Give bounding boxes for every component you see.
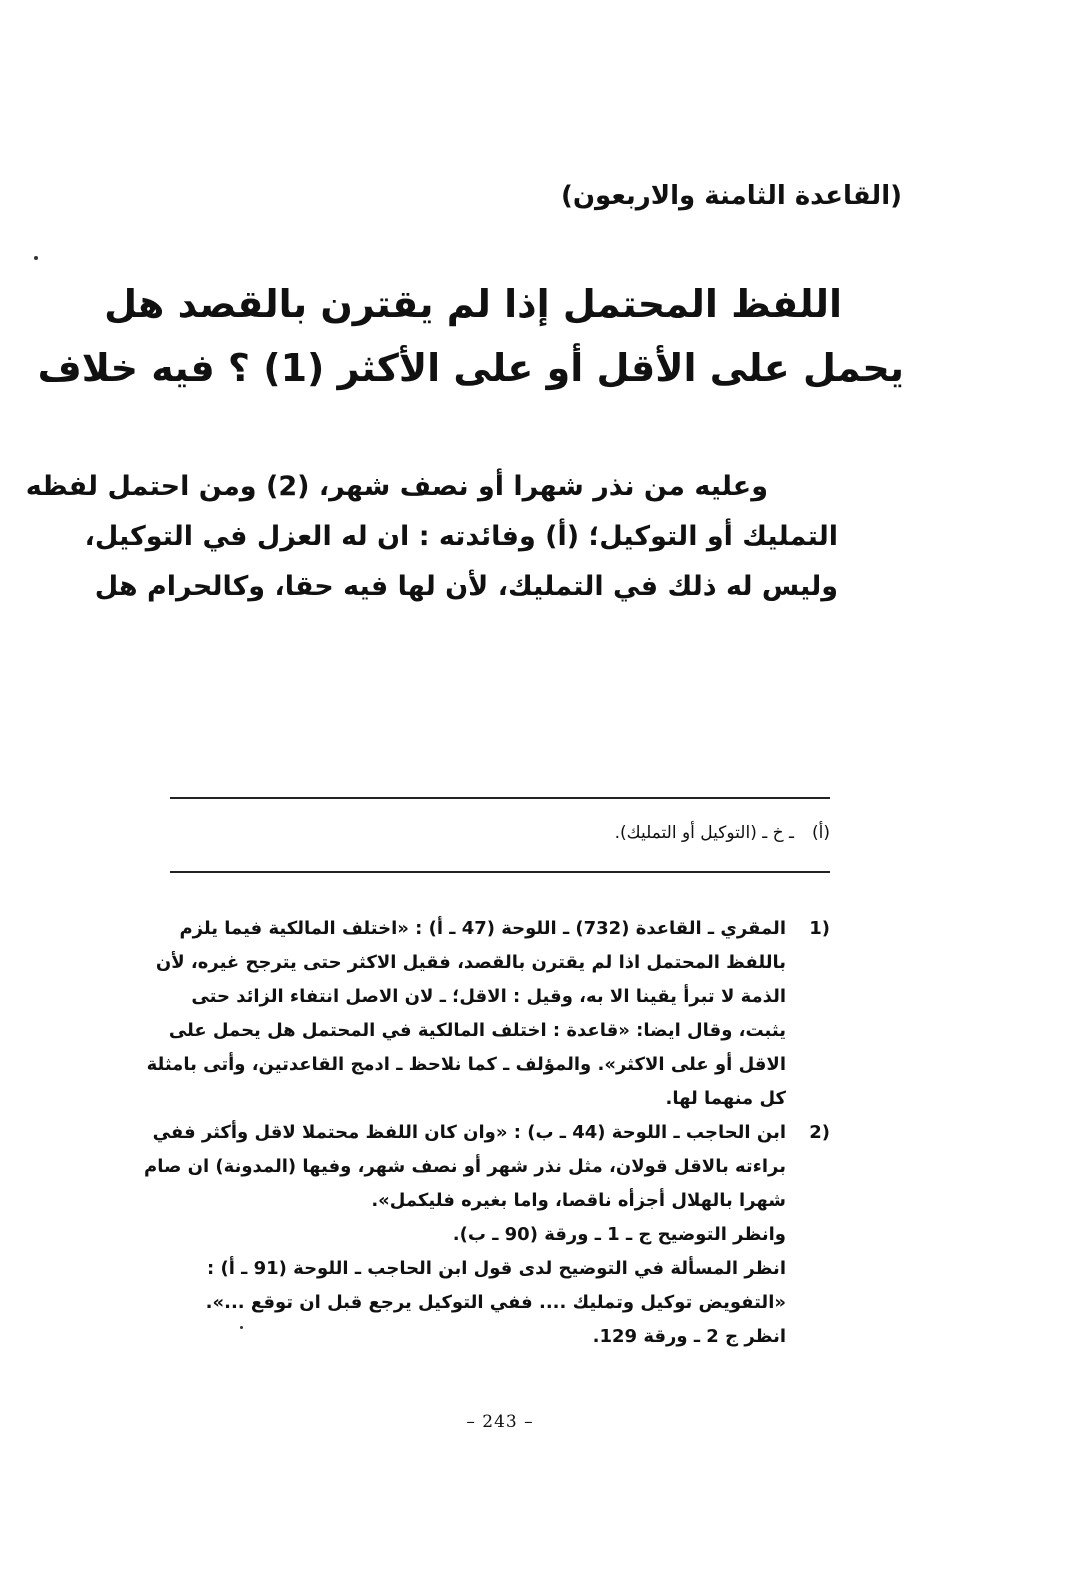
footnote-line: وانظر التوضيح ج ـ 1 ـ ورقة (90 ـ ب).: [452, 1224, 786, 1245]
footnote-line: الذمة لا تبرأ يقينا الا به، وقيل : الاقل؛ ـ لان الاصل انتفاء الزائد حتى: [191, 986, 786, 1007]
page-number: – 243 –: [466, 1412, 534, 1432]
footnote-line: المقري ـ القاعدة (732) ـ اللوحة (47 ـ أ) : «اختلف المالكية فيما يلزم: [179, 918, 786, 939]
footnote-line: «التفويض توكيل وتمليك .... ففي التوكيل يرجع قبل ان توقع ...».: [205, 1292, 786, 1313]
scan-speck: [34, 256, 38, 260]
footnote-line: الاقل أو على الاكثر». والمؤلف ـ كما نلاحظ ـ ادمج القاعدتين، وأتى بامثلة: [146, 1054, 786, 1075]
footnote-line: كل منهما لها.: [665, 1088, 786, 1109]
variant-note-marker: (أ): [812, 823, 830, 843]
footnote-number: 1): [809, 918, 830, 939]
variant-note: [170, 818, 830, 848]
footnote-line: شهرا بالهلال أجزأه ناقصا، واما بغيره فليكمل».: [371, 1190, 786, 1211]
body-paragraph: [25, 462, 838, 612]
footnote: [144, 1116, 830, 1354]
footnote-line: يثبت، وقال ايضا: «قاعدة : اختلف المالكية في المحتمل هل يحمل على: [168, 1020, 786, 1041]
body-line: وليس له ذلك في التمليك، لأن لها فيه حقا، وكالحرام هل: [94, 571, 838, 602]
footnote: [146, 912, 830, 1116]
footnote-line: براءته بالاقل قولان، مثل نذر شهر أو نصف شهر، وفيها (المدونة) ان صام: [144, 1156, 786, 1177]
footnote-line: ابن الحاجب ـ اللوحة (44 ـ ب) : «وان كان اللفظ محتملا لاقل وأكثر ففي: [152, 1122, 786, 1143]
divider-rule: [170, 871, 830, 873]
section-heading: (القاعدة الثامنة والاربعون): [560, 181, 902, 211]
rule-title: [37, 272, 904, 400]
footnotes: [144, 912, 830, 1354]
variant-note-text: ـ خ ـ (التوكيل أو التمليك).: [614, 823, 794, 843]
rule-title-line: يحمل على الأقل أو على الأكثر (1) ؟ فيه خلاف: [37, 346, 904, 390]
body-line: وعليه من نذر شهرا أو نصف شهر، (2) ومن احتمل لفظه: [25, 471, 768, 502]
footnote-number: 2): [809, 1122, 830, 1143]
rule-title-line: اللفظ المحتمل إذا لم يقترن بالقصد هل: [104, 282, 842, 326]
divider-rule: [170, 797, 830, 799]
footnote-line: انظر المسألة في التوضيح لدى قول ابن الحاجب ـ اللوحة (91 ـ أ) :: [207, 1258, 786, 1279]
footnote-line: انظر ج 2 ـ ورقة 129.: [592, 1326, 786, 1347]
body-line: التمليك أو التوكيل؛ (أ) وفائدته : ان له العزل في التوكيل،: [84, 521, 838, 552]
footnote-line: باللفظ المحتمل اذا لم يقترن بالقصد، فقيل الاكثر حتى يترجح غيره، لأن: [155, 952, 786, 973]
